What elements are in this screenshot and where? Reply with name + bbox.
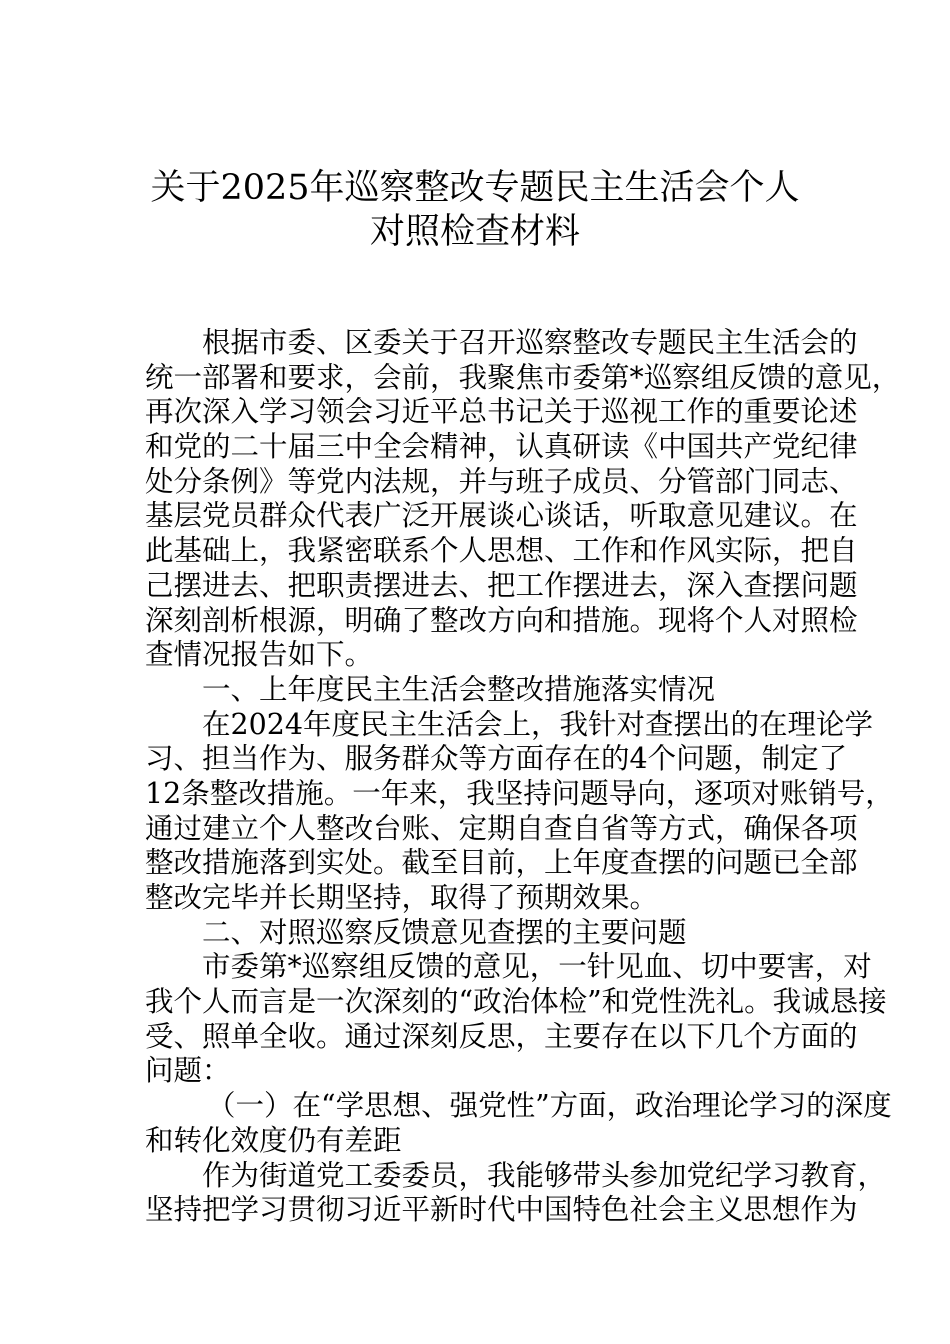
text-line: 根据市委、区委关于召开巡察整改专题民主生活会的	[202, 326, 858, 359]
text-line: 通过建立个人整改台账、定期自查自省等方式，确保各项	[145, 811, 858, 845]
text-line: 处分条例》等党内法规，并与班子成员、分管部门同志、	[145, 464, 858, 498]
text-line: 整改完毕并长期坚持，取得了预期效果。	[145, 881, 659, 914]
text-line: 问题：	[145, 1054, 231, 1088]
paragraph	[145, 673, 825, 708]
text-line: 己摆进去、把职责摆进去、把工作摆进去，深入查摆问题	[145, 568, 858, 602]
document-body	[145, 326, 901, 1228]
text-line: 统一部署和要求，会前，我聚焦市委第*巡察组反馈的意见，	[145, 360, 901, 394]
text-line: 查情况报告如下。	[145, 638, 374, 672]
paragraph	[145, 326, 901, 673]
text-line: 整改措施落到实处。截至目前，上年度查摆的问题已全部	[145, 846, 858, 880]
text-line: 受、照单全收。通过深刻反思，主要存在以下几个方面的	[145, 1019, 858, 1053]
text-line: 一、上年度民主生活会整改措施落实情况	[202, 672, 716, 706]
paragraph	[145, 1158, 887, 1228]
document-title-line-2: 对照检查材料	[369, 212, 580, 252]
text-line: 12条整改措施。一年来，我坚持问题导向，逐项对账销号，	[145, 776, 894, 810]
text-line: 和党的二十届三中全会精神，认真研读《中国共产党纪律	[145, 430, 858, 464]
paragraph	[145, 950, 887, 1089]
text-line: 再次深入学习领会习近平总书记关于巡视工作的重要论述	[145, 395, 858, 429]
text-line: 我个人而言是一次深刻的“政治体检”和党性洗礼。我诚恳接	[145, 985, 887, 1019]
text-line: 习、担当作为、服务群众等方面存在的4个问题，制定了	[145, 742, 848, 776]
paragraph	[145, 916, 825, 951]
text-line: 在2024年度民主生活会上，我针对查摆出的在理论学	[202, 707, 874, 741]
text-line: 此基础上，我紧密联系个人思想、工作和作风实际，把自	[145, 534, 858, 568]
text-line: 坚持把学习贯彻习近平新时代中国特色社会主义思想作为	[145, 1193, 858, 1227]
text-line: 二、对照巡察反馈意见查摆的主要问题	[202, 915, 687, 949]
paragraph	[145, 707, 894, 916]
document-title-line-1: 关于2025年巡察整改专题民主生活会个人	[150, 168, 800, 208]
text-line: 市委第*巡察组反馈的意见，一针见血、切中要害，对	[202, 950, 872, 984]
text-line: 和转化效度仍有差距	[145, 1123, 402, 1157]
text-line: （一）在“学思想、强党性”方面，政治理论学习的深度	[207, 1089, 892, 1123]
text-line: 基层党员群众代表广泛开展谈心谈话，听取意见建议。在	[145, 499, 858, 533]
text-line: 深刻剖析根源，明确了整改方向和措施。现将个人对照检	[145, 603, 858, 637]
text-line: 作为街道党工委委员，我能够带头参加党纪学习教育，	[202, 1158, 887, 1192]
paragraph	[145, 1089, 892, 1158]
